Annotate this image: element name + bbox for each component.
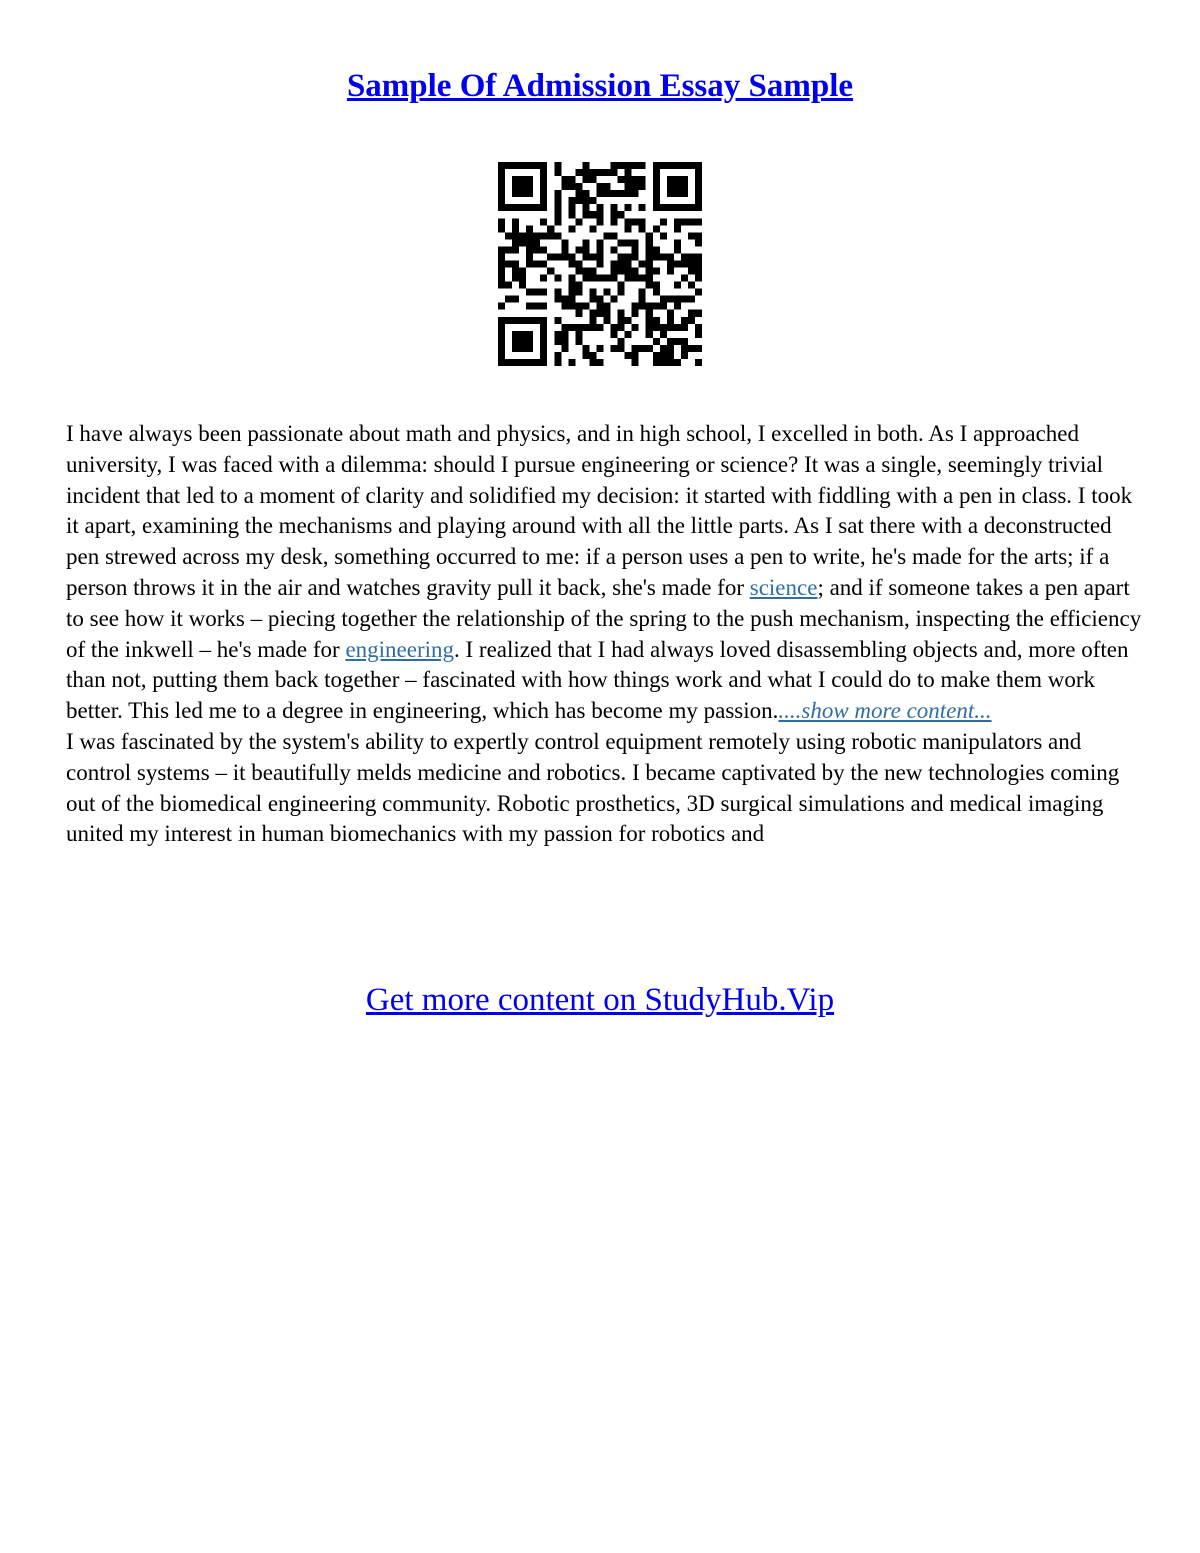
engineering-link[interactable]: engineering: [345, 636, 455, 662]
show-more-content-link[interactable]: ....show more content...: [778, 698, 992, 724]
essay-text: I have always been passionate about math and physics, and in high school, I excelled in both. As I approached university, I was faced with a dilemma: should I pursue engineering or science? It was a single, seemingly trivial incident that led to a moment of clarity and solidified my decision: it started with fiddling with a pen in class. I took it apart, examining the mechanisms and playing around with all the little parts. As I sat there with a deconstructed pen strewed across my desk, something occurred to me: if a person uses a pen to write, he's made for the arts; if a person throws it in the air and watches gravity pull it back, she's made for: [66, 421, 1133, 600]
essay-body: [66, 419, 1146, 850]
title-link[interactable]: Sample Of Admission Essay Sample: [346, 68, 854, 104]
essay-text: ; and if someone takes a pen apart to see how it works – piecing together the relationship of the spring to the push mechanism, inspecting the efficiency of the inkwell – he's made for: [66, 574, 1142, 662]
essay-paragraph-2: I was fascinated by the system's ability to expertly control equipment remotely using robotic manipulators and control systems – it beautifully melds medicine and robotics. I became captivated by the new technologies coming out of the biomedical engineering community. Robotic prosthetics, 3D surgical simulations and medical imaging united my interest in human biomechanics with my passion for robotics and: [66, 728, 1120, 847]
essay-paragraph-1: [66, 419, 1146, 727]
get-more-content-link[interactable]: Get more content on StudyHub.Vip: [365, 982, 835, 1018]
footer: [0, 978, 1200, 1022]
page-title: [0, 64, 1200, 108]
essay-text: . I realized that I had always loved disassembling objects and, more often than not, putting them back together – fascinated with how things work and what I could do to make them work better. This led me to a degree in engineering, which has become my passion.: [66, 636, 1129, 724]
qr-code-icon: [498, 162, 702, 366]
science-link[interactable]: science: [749, 574, 818, 600]
